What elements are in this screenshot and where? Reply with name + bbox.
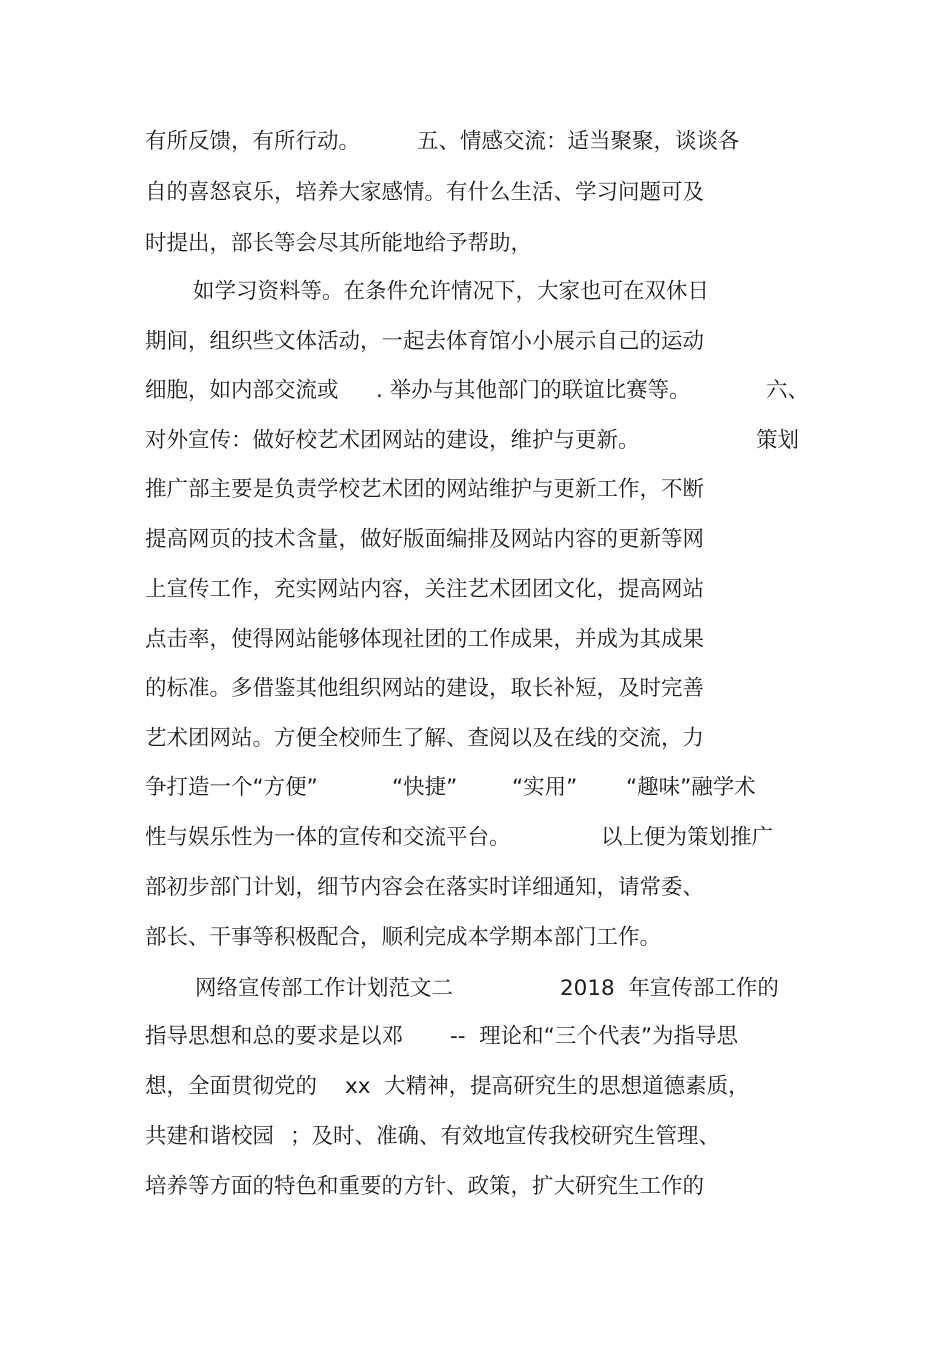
- text-segment: 争打造一个“方便”: [145, 775, 318, 800]
- text-line: [0, 1117, 721, 1157]
- text-segment: 艺术团网站。方便全校师生了解、查阅以及在线的交流，力: [145, 726, 705, 751]
- text-segment: xx 大精神，提高研究生的思想道德素质，: [345, 1074, 750, 1099]
- text-segment: 如学习资料等。在条件允许情况下，大家也可在双休日: [193, 279, 710, 304]
- text-segment: . 举办与其他部门的联谊比赛等。: [376, 378, 691, 403]
- text-segment: 共建和谐校园: [145, 1124, 275, 1149]
- text-line: [0, 620, 705, 660]
- text-segment: 细胞，如内部交流或: [145, 378, 339, 403]
- text-segment: ；及时、准确、有效地宣传我校研究生管理、: [290, 1124, 721, 1149]
- text-segment: 对外宣传：做好校艺术团网站的建设，维护与更新。: [145, 428, 640, 453]
- text-segment: -- 理论和“三个代表”为指导思: [450, 1024, 738, 1049]
- text-segment: 性与娱乐性为一体的宣传和交流平台。: [145, 825, 511, 850]
- text-segment: 指导思想和总的要求是以邓: [145, 1024, 404, 1049]
- text-line: [0, 122, 740, 162]
- text-segment: 自的喜怒哀乐，培养大家感情。有什么生活、学习问题可及: [145, 180, 705, 205]
- text-line: [0, 868, 705, 908]
- text-segment: “趣味”融学术: [626, 775, 756, 800]
- text-segment: 期间，组织些文体活动，一起去体育馆小小展示自己的运动: [145, 329, 705, 354]
- text-segment: 2018 年宣传部工作的: [560, 976, 779, 1001]
- text-segment: “实用”: [512, 775, 578, 800]
- text-line: [0, 272, 710, 312]
- text-segment: 培养等方面的特色和重要的方针、政策，扩大研究生工作的: [145, 1174, 705, 1199]
- text-segment: “快捷”: [392, 775, 458, 800]
- text-line: [0, 969, 779, 1009]
- text-line: [0, 1017, 738, 1057]
- text-segment: 五、情感交流：适当聚聚，谈谈各: [417, 129, 740, 154]
- text-line: [0, 224, 533, 264]
- text-line: [0, 322, 705, 362]
- text-line: [0, 818, 774, 858]
- text-segment: 推广部主要是负责学校艺术团的网站维护与更新工作，不断: [145, 477, 705, 502]
- text-segment: 的标准。多借鉴其他组织网站的建设，取长补短，及时完善: [145, 676, 705, 701]
- text-line: [0, 918, 662, 958]
- text-line: [0, 470, 705, 510]
- text-line: [0, 173, 705, 213]
- text-segment: 想，全面贯彻党的: [145, 1074, 318, 1099]
- text-line: [0, 1067, 750, 1107]
- text-segment: 提高网页的技术含量，做好版面编排及网站内容的更新等网: [145, 527, 705, 552]
- text-line: [0, 768, 756, 808]
- text-segment: 上宣传工作，充实网站内容，关注艺术团团文化，提高网站: [145, 577, 705, 602]
- text-line: [0, 570, 705, 610]
- text-line: [0, 719, 705, 759]
- text-segment: 点击率，使得网站能够体现社团的工作成果，并成为其成果: [145, 627, 705, 652]
- text-segment: 网络宣传部工作计划范文二: [195, 976, 454, 1001]
- text-line: [0, 520, 705, 560]
- text-segment: 部初步部门计划，细节内容会在落实时详细通知，请常委、: [145, 875, 705, 900]
- text-segment: 以上便为策划推广: [601, 825, 774, 850]
- text-segment: 部长、干事等积极配合，顺利完成本学期本部门工作。: [145, 925, 662, 950]
- text-segment: 策划: [756, 428, 800, 453]
- text-segment: 有所反馈，有所行动。: [145, 129, 361, 154]
- text-line: [0, 669, 705, 709]
- text-line: [0, 421, 800, 461]
- text-segment: 时提出，部长等会尽其所能地给予帮助，: [145, 231, 533, 256]
- text-line: [0, 1167, 705, 1207]
- text-line: [0, 371, 810, 411]
- text-segment: 六、: [766, 378, 810, 403]
